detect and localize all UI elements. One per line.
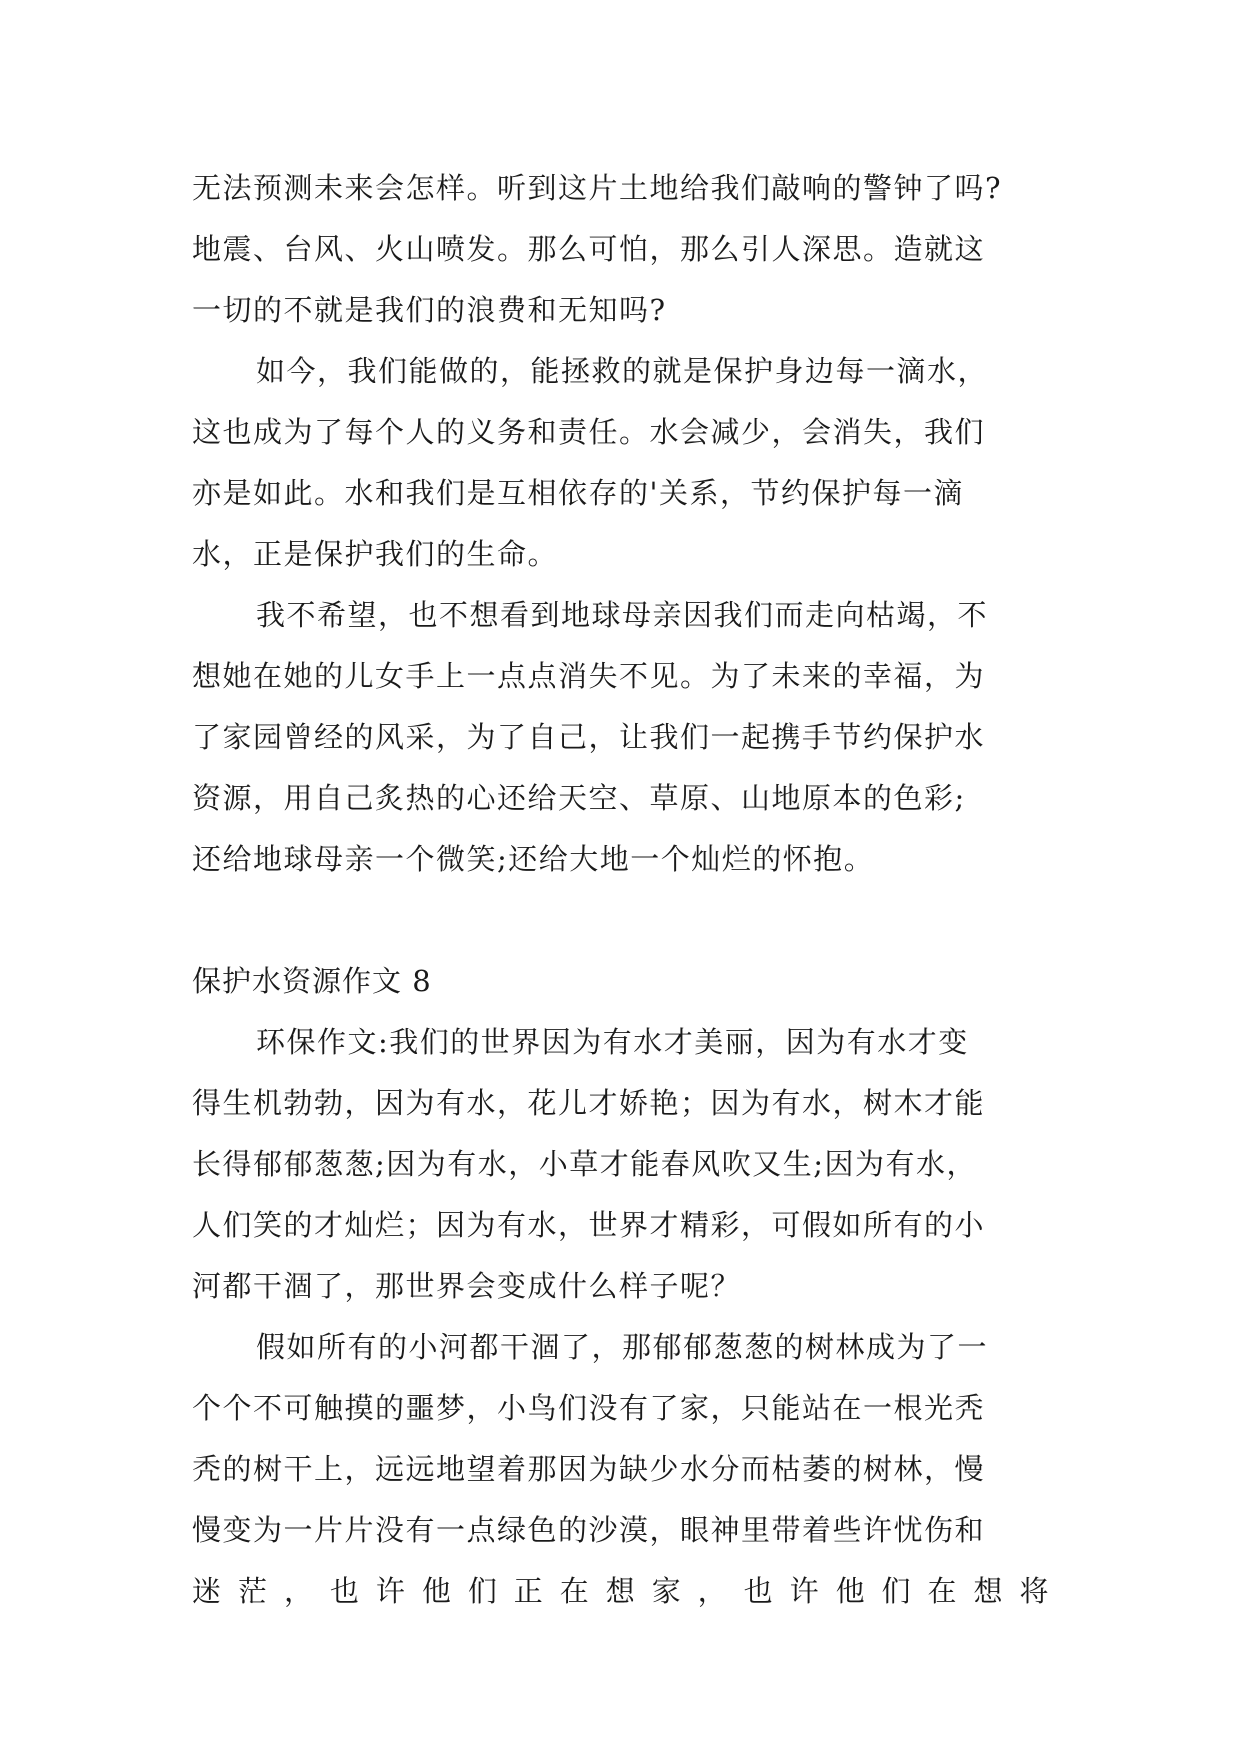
text-line: 地震、台风、火山喷发。那么可怕，那么引人深思。造就这 [192, 232, 986, 266]
text-line: 如今，我们能做的，能拯救的就是保护身边每一滴水， [256, 354, 989, 388]
text-glyph: 想 [973, 1574, 1004, 1608]
text-glyph: 茫 [237, 1574, 269, 1608]
text-line: 这也成为了每个人的义务和责任。水会减少，会消失，我们 [192, 415, 986, 449]
text-glyph: 许 [375, 1574, 407, 1608]
document-body [192, 158, 1050, 1622]
text-glyph: 们 [881, 1574, 913, 1608]
text-line: 人们笑的才灿烂；因为有水，世界才精彩，可假如所有的小 [192, 1208, 986, 1242]
text-glyph: 他 [421, 1574, 453, 1608]
text-glyph: 也 [329, 1574, 361, 1608]
text-line: 假如所有的小河都干涸了，那郁郁葱葱的树林成为了一 [256, 1330, 989, 1364]
text-glyph: 家 [651, 1574, 683, 1608]
text-line: 我不希望，也不想看到地球母亲因我们而走向枯竭，不 [256, 598, 989, 632]
text-line: 秃的树干上，远远地望着那因为缺少水分而枯萎的树林，慢 [192, 1452, 986, 1486]
text-glyph: 他 [835, 1574, 867, 1608]
text-glyph: ， [283, 1574, 315, 1608]
text-glyph: 在 [559, 1574, 591, 1608]
paragraph [192, 1317, 1050, 1622]
paragraph [192, 1012, 1050, 1317]
text-glyph: ， [697, 1574, 729, 1608]
paragraph [192, 341, 1050, 585]
text-line: 资源，用自己炙热的心还给天空、草原、山地原本的色彩; [192, 781, 966, 815]
text-line: 慢变为一片片没有一点绿色的沙漠，眼神里带着些许忧伤和 [192, 1513, 986, 1547]
section-spacer [192, 890, 1050, 951]
text-glyph: 也 [743, 1574, 775, 1608]
text-line: 环保作文:我们的世界因为有水才美丽，因为有水才变 [256, 1025, 969, 1059]
text-line: 了家园曾经的风采，为了自己，让我们一起携手节约保护水 [192, 720, 986, 754]
paragraph [192, 158, 1050, 341]
text-glyph: 在 [927, 1574, 959, 1608]
text-glyph: 想 [605, 1574, 637, 1608]
text-line: 想她在她的儿女手上一点点消失不见。为了未来的幸福，为 [192, 659, 986, 693]
text-line: 水，正是保护我们的生命。 [192, 537, 559, 571]
text-line: 个个不可触摸的噩梦，小鸟们没有了家，只能站在一根光秃 [192, 1391, 986, 1425]
section-title: 保护水资源作文 8 [192, 964, 432, 998]
text-glyph: 正 [513, 1574, 545, 1608]
paragraph [192, 585, 1050, 890]
text-glyph: 许 [789, 1574, 821, 1608]
text-line: 一切的不就是我们的浪费和无知吗? [192, 293, 667, 327]
text-line: 还给地球母亲一个微笑;还给大地一个灿烂的怀抱。 [192, 842, 875, 876]
text-line: 无法预测未来会怎样。听到这片土地给我们敲响的警钟了吗? [192, 171, 1003, 205]
text-line: 长得郁郁葱葱;因为有水，小草才能春风吹又生;因为有水， [192, 1147, 978, 1181]
text-glyph: 们 [467, 1574, 499, 1608]
text-line: 得生机勃勃，因为有水，花儿才娇艳；因为有水，树木才能 [192, 1086, 986, 1120]
justified-last-line [192, 1561, 1050, 1622]
text-line: 河都干涸了，那世界会变成什么样子呢？ [192, 1269, 742, 1303]
text-glyph: 迷 [192, 1574, 223, 1608]
text-line: 亦是如此。水和我们是互相依存的'关系，节约保护每一滴 [192, 476, 964, 510]
text-glyph: 将 [1019, 1574, 1050, 1608]
